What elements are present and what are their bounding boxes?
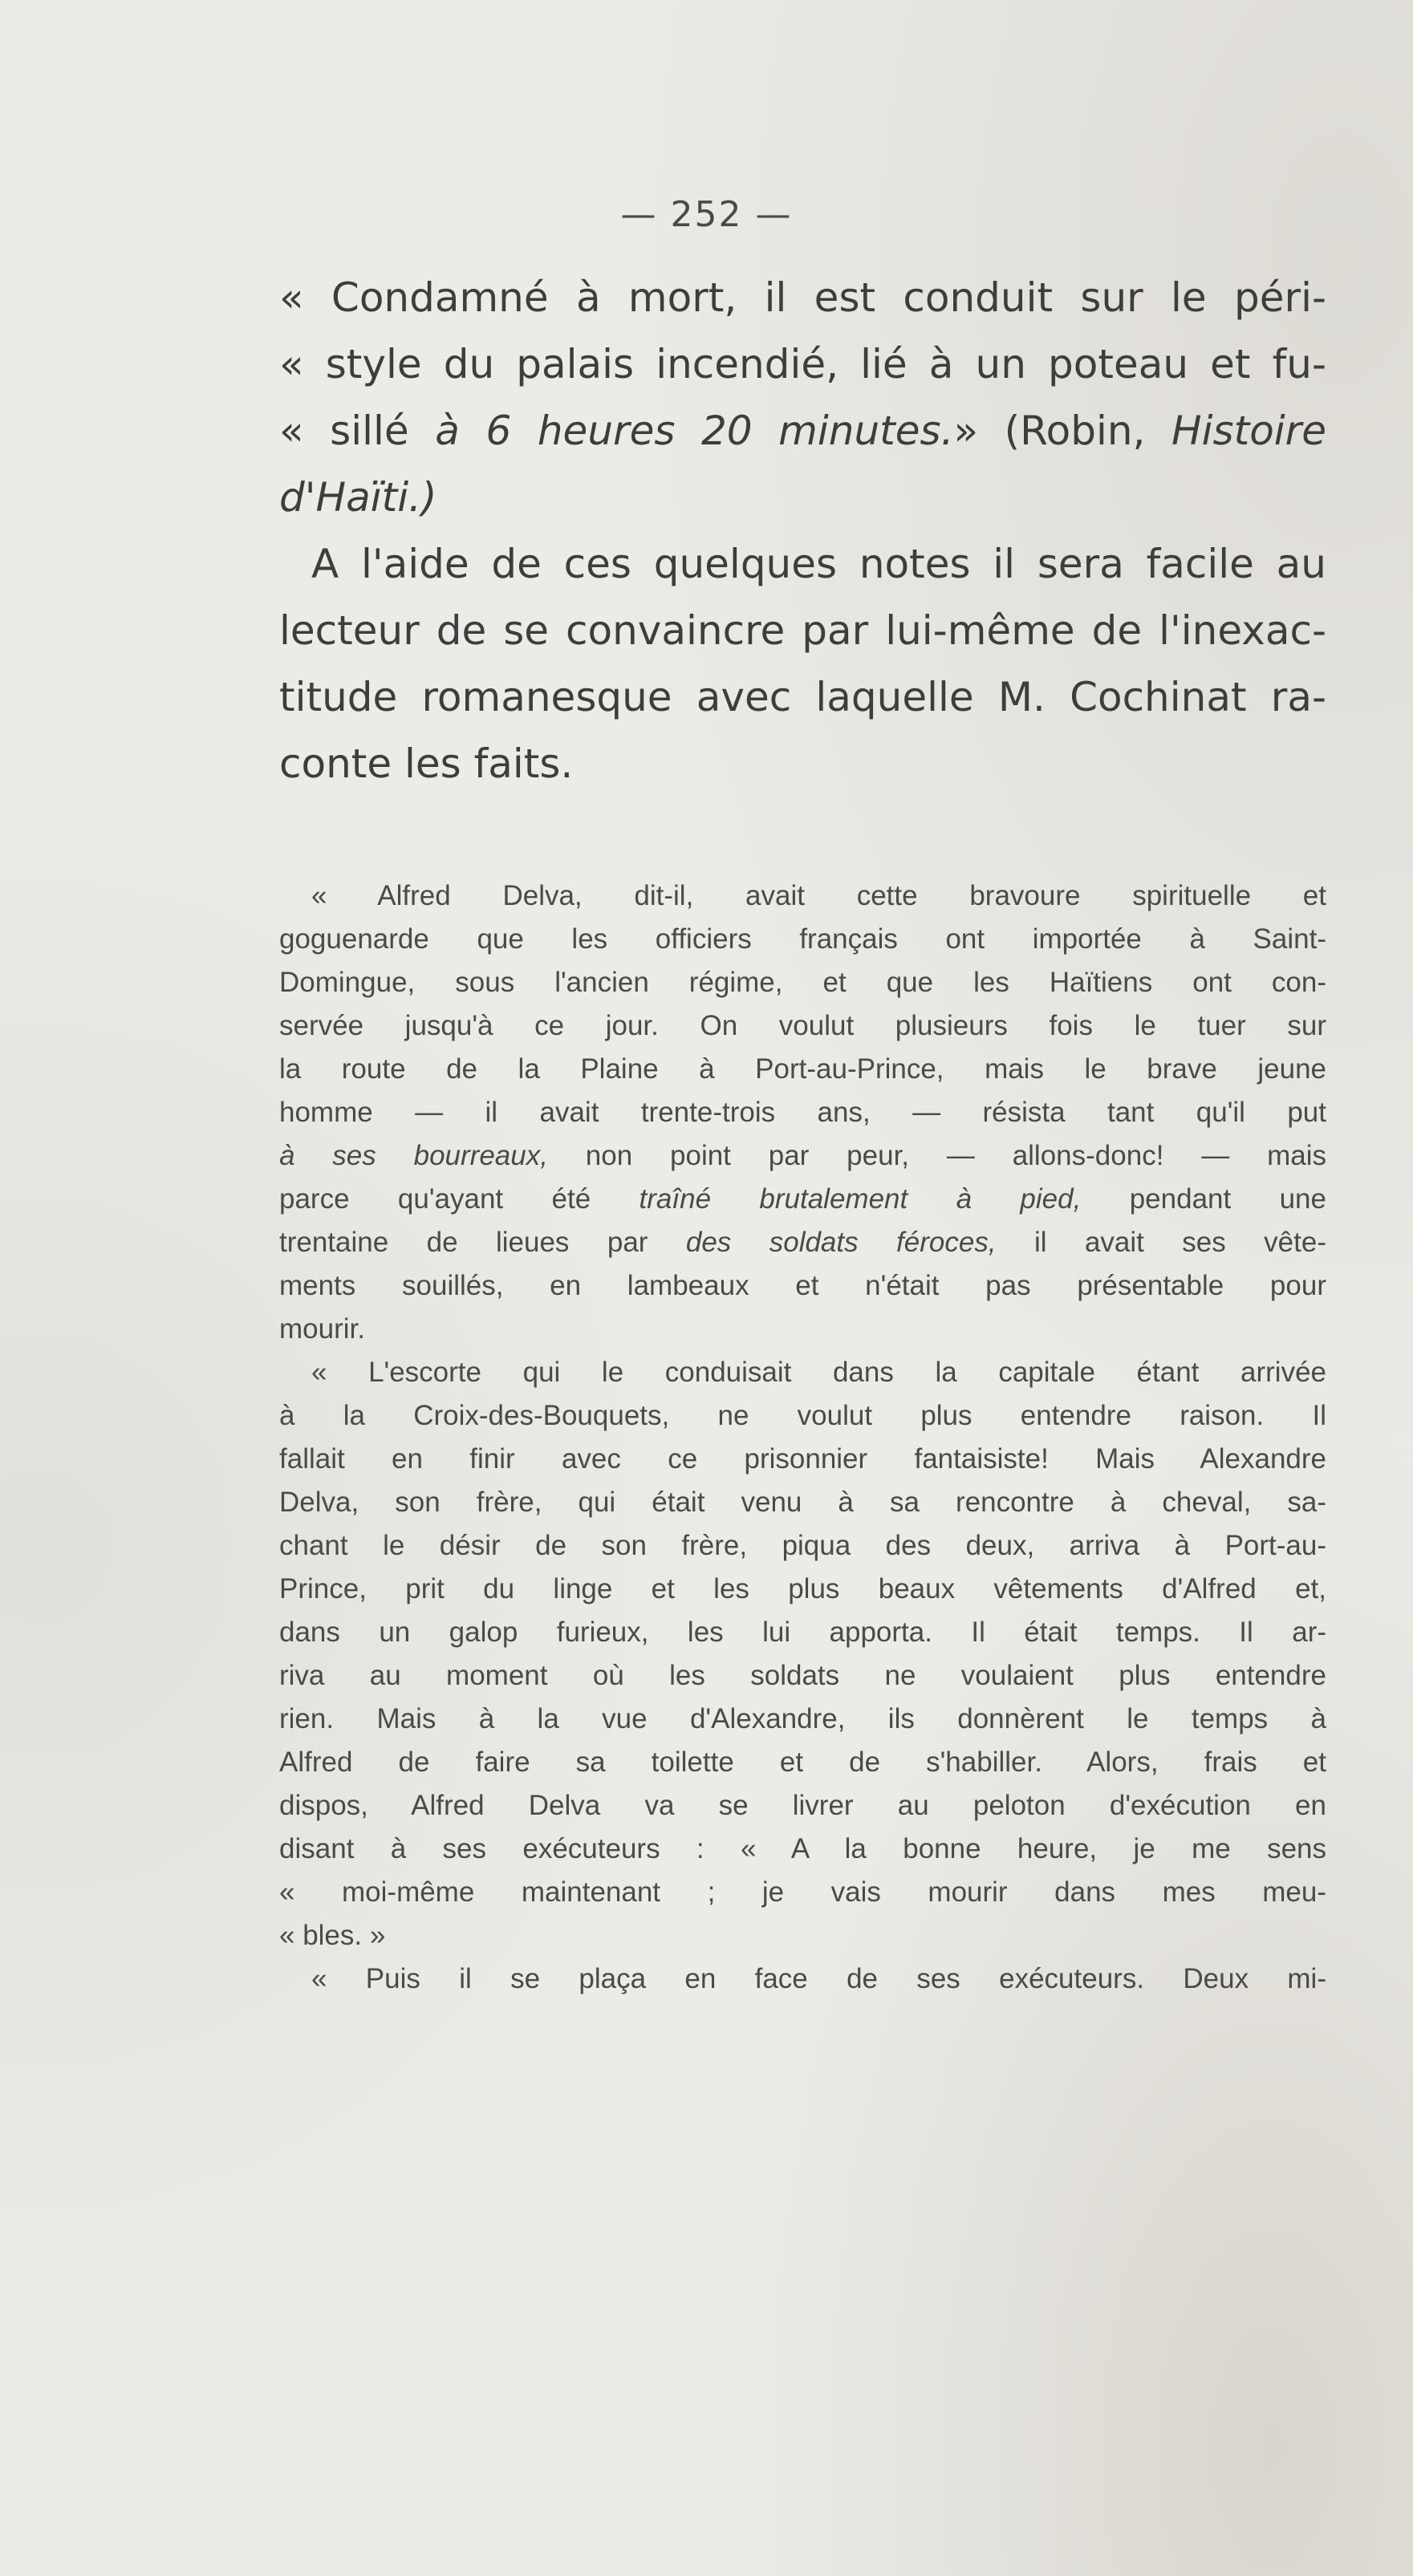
quote-source-prefix: » (Robin, xyxy=(953,408,1172,454)
citation-p1-line-7 xyxy=(279,1134,1326,1178)
quote-source-title-end: d'Haïti.) xyxy=(279,474,437,521)
quote-line-2: « style du palais incendié, lié à un poteau et fu- xyxy=(279,341,1326,387)
commentary-line-4: conte les faits. xyxy=(279,740,574,787)
citation-paragraph-3 xyxy=(279,1957,1326,2001)
quote-line-1: « Condamné à mort, il est conduit sur le péri- xyxy=(279,274,1326,321)
citation-p2-line-8: riva au moment où les soldats ne voulaient plus entendre xyxy=(279,1660,1326,1691)
citation-p2-line-14: « bles. » xyxy=(279,1920,386,1951)
citation-italic-bourreaux: à ses bourreaux, xyxy=(279,1140,548,1171)
citation-p1-line-4: servée jusqu'à ce jour. On voulut plusieurs fois le tuer sur xyxy=(279,1010,1326,1041)
citation-p1-line-8-start: parce qu'ayant été xyxy=(279,1183,640,1215)
page-number: — 252 — xyxy=(620,194,793,235)
quote-source-title: Histoire xyxy=(1171,408,1326,454)
citation-p1-line-8 xyxy=(279,1178,1326,1221)
citation-p1-line-8-end: pendant une xyxy=(1081,1183,1326,1215)
quote-line-3 xyxy=(279,398,1326,464)
citation-p1-line-2: goguenarde que les officiers français ont importée à Saint- xyxy=(279,923,1326,955)
citation-p2-line-9: rien. Mais à la vue d'Alexandre, ils donnèrent le temps à xyxy=(279,1703,1326,1734)
quote-line-4 xyxy=(279,464,1326,531)
commentary-line-1: A l'aide de ces quelques notes il sera facile au xyxy=(311,541,1326,587)
citation-p2-line-3: fallait en finir avec ce prisonnier fantaisiste! Mais Alexandre xyxy=(279,1443,1326,1475)
citation-p1-line-6: homme — il avait trente-trois ans, — résista tant qu'il put xyxy=(279,1097,1326,1128)
citation-p3-line-1: « Puis il se plaça en face de ses exécuteurs. Deux mi- xyxy=(311,1963,1326,1994)
quoted-passage xyxy=(279,265,1326,797)
citation-p2-line-13: « moi-même maintenant ; je vais mourir dans mes meu- xyxy=(279,1876,1326,1908)
commentary-line-2: lecteur de se convaincre par lui-même de l'inexac- xyxy=(279,607,1326,654)
citation-italic-traine: traîné brutalement à pied, xyxy=(639,1183,1082,1215)
citation-p2-line-10: Alfred de faire sa toilette et de s'habiller. Alors, frais et xyxy=(279,1746,1326,1778)
citation-italic-soldats: des soldats féroces, xyxy=(685,1227,997,1258)
commentary-line-3: titude romanesque avec laquelle M. Cochinat ra- xyxy=(279,674,1326,720)
citation-p1-line-9-start: trentaine de lieues par xyxy=(279,1227,686,1258)
citation-p1-line-10: ments souillés, en lambeaux et n'était pas présentable pour xyxy=(279,1270,1326,1301)
citation-p1-line-5: la route de la Plaine à Port-au-Prince, mais le brave jeune xyxy=(279,1053,1326,1085)
quote-line-3-start: « sillé xyxy=(279,408,436,454)
citation-p1-line-11: mourir. xyxy=(279,1313,365,1345)
quote-time-italic: à 6 heures 20 minutes. xyxy=(435,408,954,454)
citation-p2-line-2: à la Croix-des-Bouquets, ne voulut plus entendre raison. Il xyxy=(279,1400,1326,1431)
citation-p1-line-7-rest: non point par peur, — allons-donc! — mais xyxy=(547,1140,1326,1171)
citation-p1-line-1: « Alfred Delva, dit-il, avait cette bravoure spirituelle et xyxy=(311,880,1326,911)
citation-p1-line-9-end: il avait ses vête- xyxy=(996,1227,1326,1258)
citation-p2-line-11: dispos, Alfred Delva va se livrer au peloton d'exécution en xyxy=(279,1790,1326,1821)
citation-p2-line-1: « L'escorte qui le conduisait dans la capitale étant arrivée xyxy=(311,1357,1326,1388)
citation-paragraph-2 xyxy=(279,1351,1326,1957)
citation-p2-line-6: Prince, prit du linge et les plus beaux vêtements d'Alfred et, xyxy=(279,1573,1326,1604)
citation-paragraph-1 xyxy=(279,874,1326,1351)
citation-p2-line-4: Delva, son frère, qui était venu à sa rencontre à cheval, sa- xyxy=(279,1487,1326,1518)
cochinat-citation xyxy=(279,874,1326,2001)
citation-p2-line-5: chant le désir de son frère, piqua des deux, arriva à Port-au- xyxy=(279,1530,1326,1561)
citation-p1-line-9 xyxy=(279,1221,1326,1264)
citation-p2-line-12: disant à ses exécuteurs : « A la bonne heure, je me sens xyxy=(279,1833,1326,1864)
citation-p2-line-7: dans un galop furieux, les lui apporta. Il était temps. Il ar- xyxy=(279,1617,1326,1648)
citation-p1-line-3: Domingue, sous l'ancien régime, et que les Haïtiens ont con- xyxy=(279,967,1326,998)
